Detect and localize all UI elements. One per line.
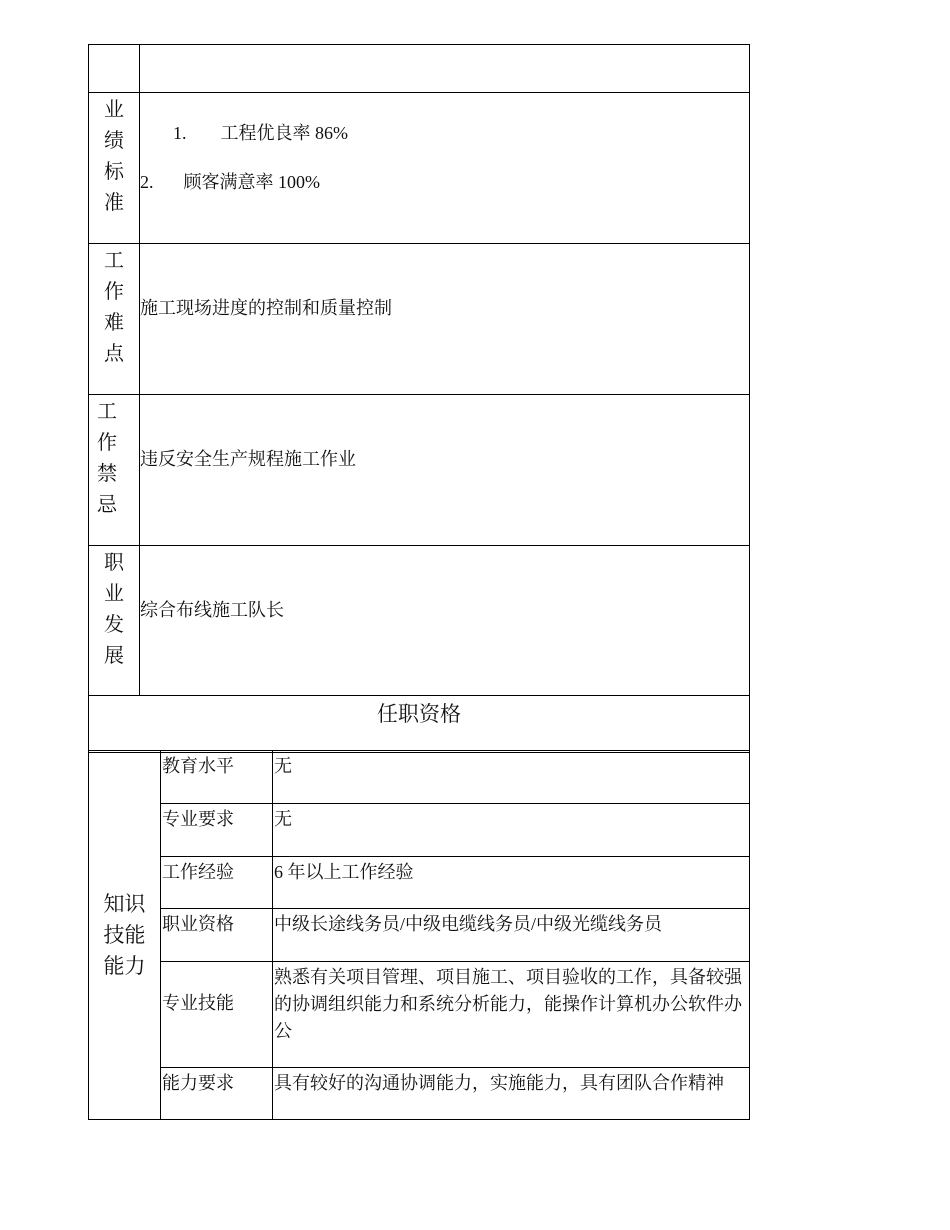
row-label-difficulties: 工 作 难 点 [89, 244, 140, 395]
qualifications-title: 任职资格 [89, 696, 750, 753]
work-difficulties: 施工现场进度的控制和质量控制 [140, 244, 750, 395]
row-label-taboos: 工 作 禁 忌 [89, 395, 140, 546]
qualifications-table [88, 750, 750, 1120]
qual-key: 工作经验 [161, 857, 273, 909]
row-label-performance: 业 绩 标 准 [89, 93, 140, 244]
table-row [89, 546, 750, 696]
table-row [89, 909, 750, 962]
qual-value: 中级长途线务员/中级电缆线务员/中级光缆线务员 [273, 909, 750, 962]
qual-value: 无 [273, 804, 750, 857]
qual-value: 无 [273, 751, 750, 804]
row-label-career: 职 业 发 展 [89, 546, 140, 696]
table-row [89, 93, 750, 244]
qual-key: 能力要求 [161, 1068, 273, 1120]
table-row [89, 962, 750, 1068]
qual-value: 熟悉有关项目管理、项目施工、项目验收的工作，具备较强的协调组织能力和系统分析能力，能操作计算机办公软件办公 [273, 962, 750, 1068]
table-row [89, 45, 750, 93]
row-content-empty [140, 45, 750, 93]
work-taboos: 违反安全生产规程施工作业 [140, 395, 750, 546]
list-item: 2. 顾客满意率 100% [140, 172, 320, 192]
qual-value: 具有较好的沟通协调能力，实施能力，具有团队合作精神 [273, 1068, 750, 1120]
row-label-empty [89, 45, 140, 93]
table-row [89, 1068, 750, 1120]
table-row [89, 696, 750, 753]
table-row [89, 804, 750, 857]
qual-key: 教育水平 [161, 751, 273, 804]
qual-key: 专业技能 [161, 962, 273, 1068]
table-row [89, 244, 750, 395]
qual-key: 专业要求 [161, 804, 273, 857]
performance-standards [140, 93, 750, 244]
career-development: 综合布线施工队长 [140, 546, 750, 696]
list-item: 1. 工程优良率 86% [173, 123, 348, 143]
table-row [89, 751, 750, 804]
table-row [89, 395, 750, 546]
knowledge-skills-label: 知识 技能 能力 [89, 751, 161, 1120]
table-row [89, 857, 750, 909]
qual-value: 6 年以上工作经验 [273, 857, 750, 909]
job-description-table [88, 44, 750, 753]
qual-key: 职业资格 [161, 909, 273, 962]
